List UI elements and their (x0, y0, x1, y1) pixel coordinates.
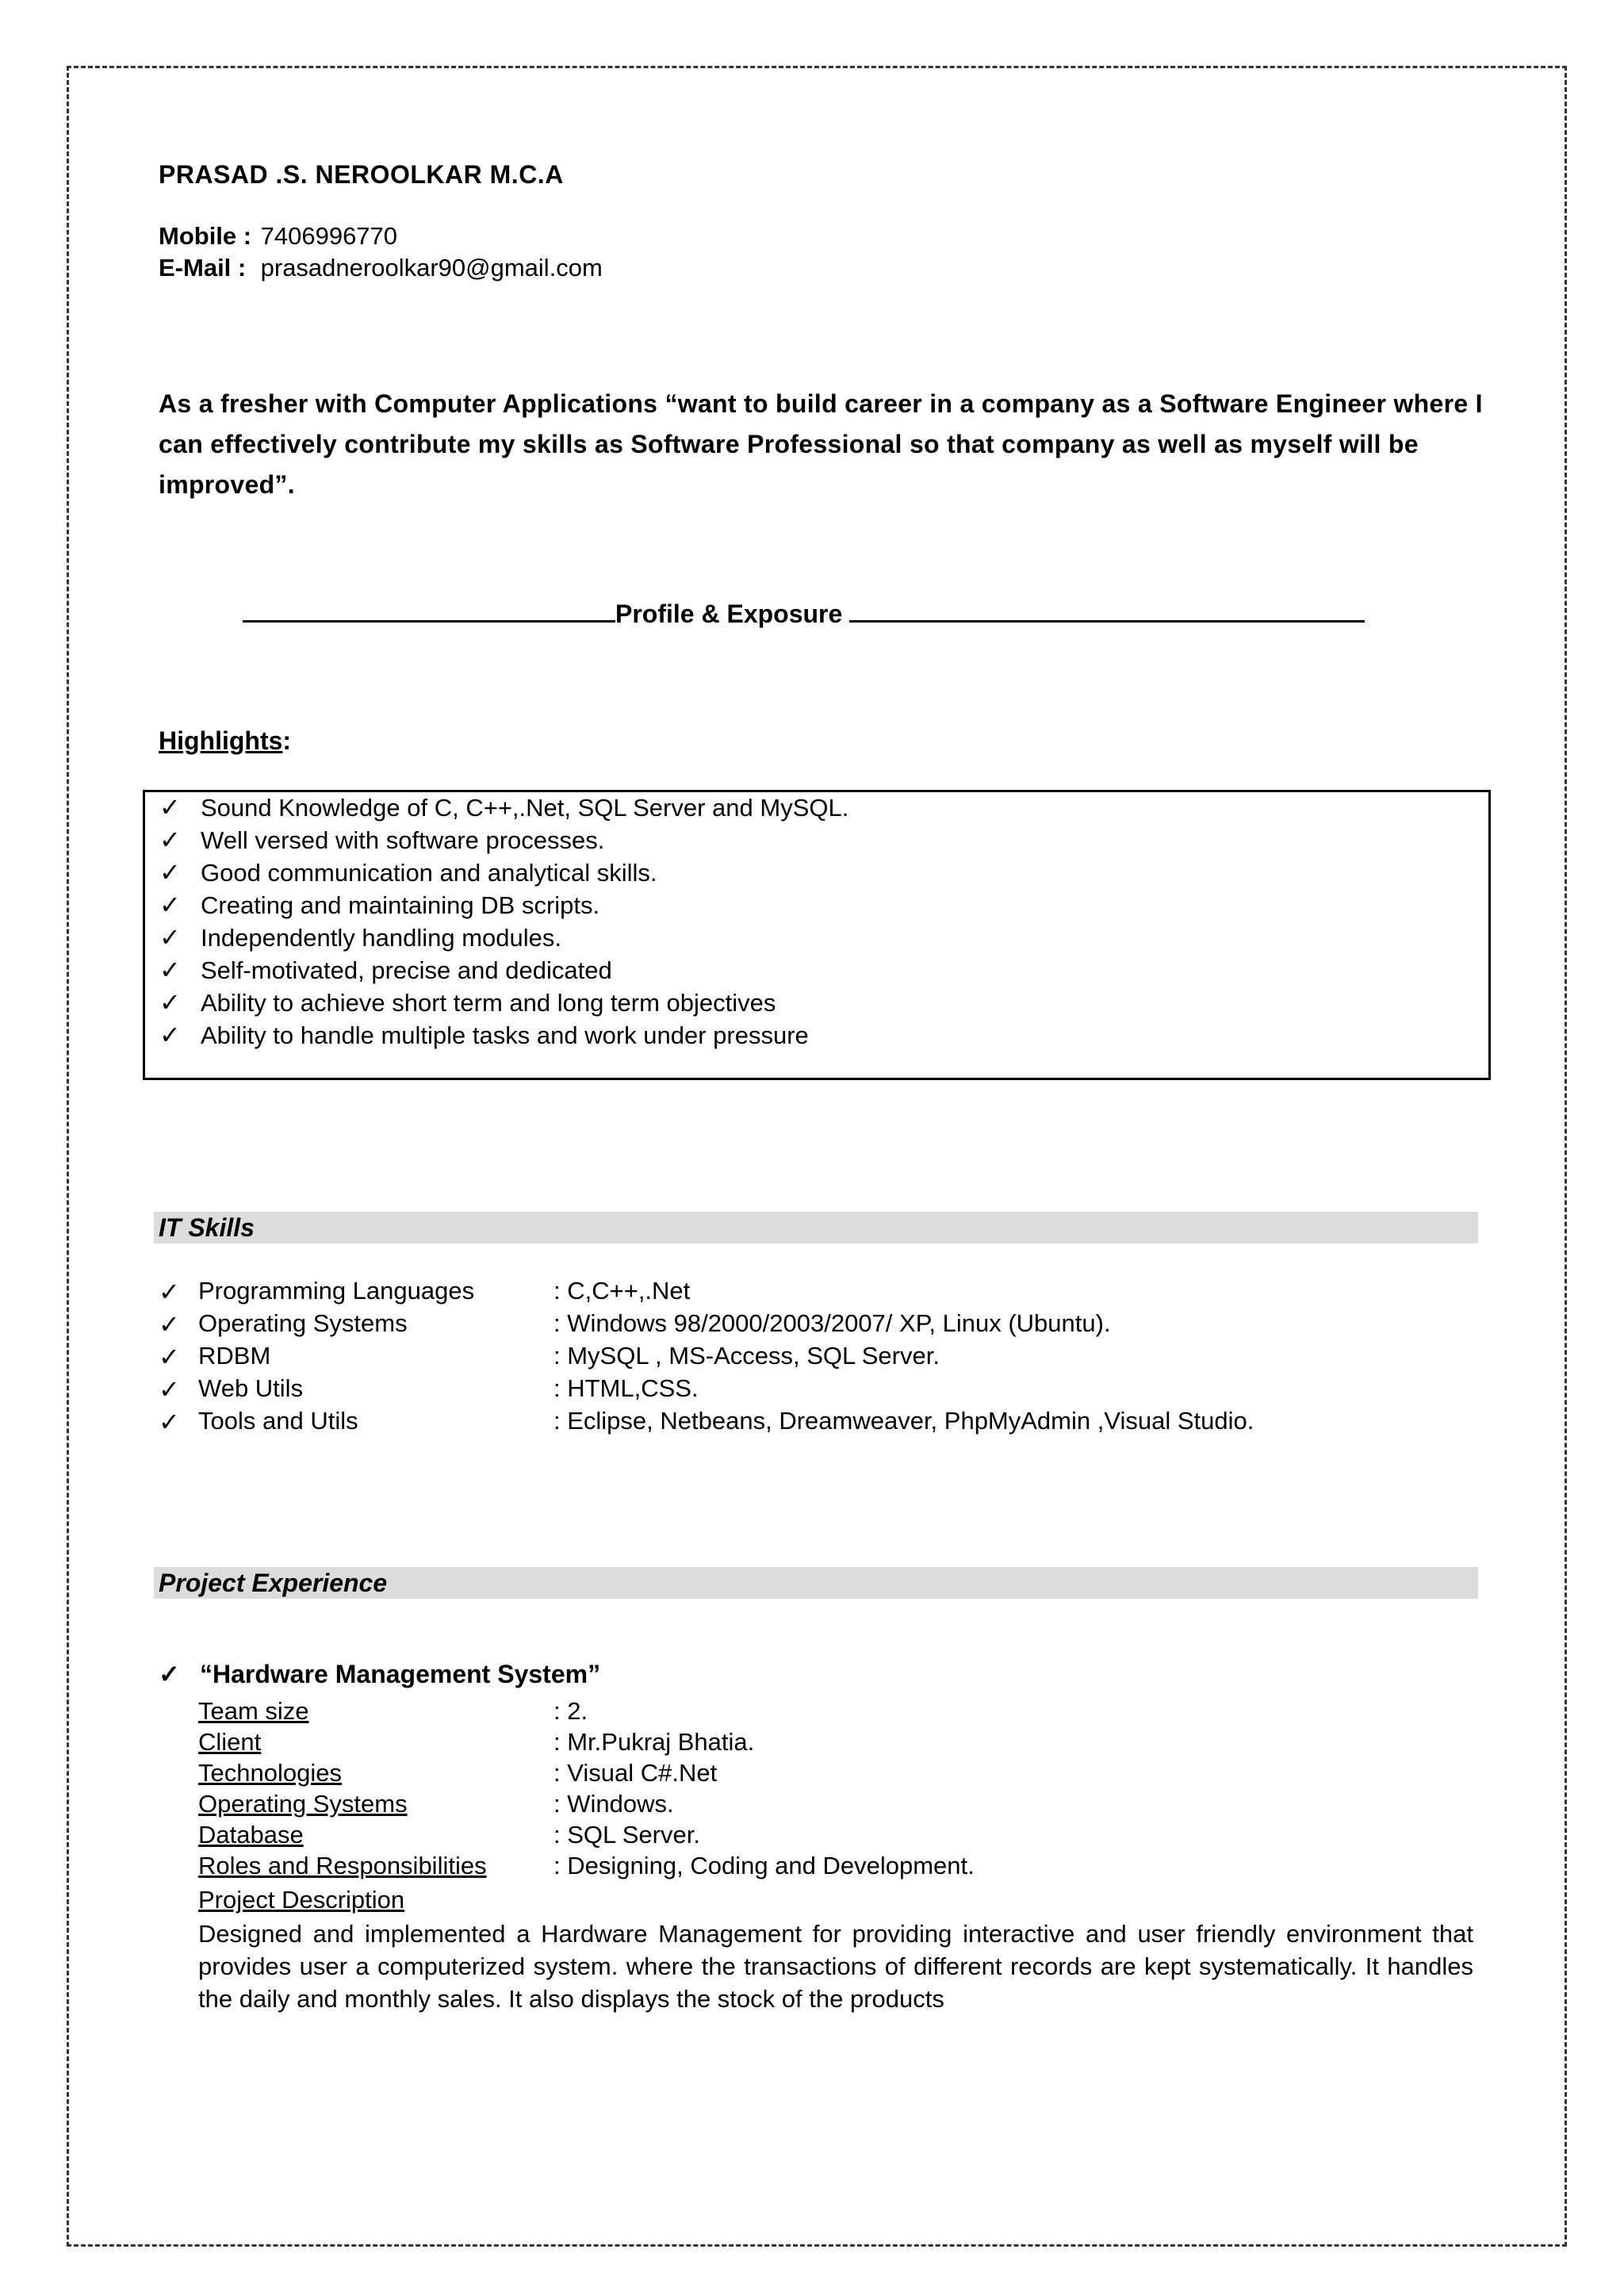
highlight-text: Ability to achieve short term and long term objectives (201, 989, 776, 1017)
project-detail-value: : SQL Server. (553, 1821, 700, 1849)
table-row (159, 1407, 1254, 1437)
list-item (159, 987, 776, 1017)
list-item (159, 1020, 809, 1050)
skill-label: Tools and Utils (198, 1407, 358, 1435)
checkmark-icon: ✓ (159, 826, 181, 854)
project-heading (159, 1659, 600, 1689)
list-item (159, 792, 848, 822)
skill-label: Programming Languages (198, 1277, 475, 1305)
highlight-text: Sound Knowledge of C, C++,.Net, SQL Server and MySQL. (201, 794, 849, 822)
checkmark-icon: ✓ (159, 923, 181, 952)
skill-label: RDBM (198, 1342, 271, 1370)
skill-label: Web Utils (198, 1374, 304, 1402)
table-row (159, 1374, 699, 1404)
profile-divider-title: Profile & Exposure (615, 600, 843, 628)
skill-value: : HTML,CSS. (553, 1374, 699, 1402)
project-description-label: Project Description (198, 1886, 405, 1914)
project-detail-label: Database (198, 1821, 304, 1849)
profile-divider (243, 600, 1365, 629)
highlights-heading-colon: : (282, 726, 292, 755)
project-detail-label: Roles and Responsibilities (198, 1852, 487, 1879)
skill-value: : C,C++,.Net (553, 1277, 691, 1305)
checkmark-icon: ✓ (159, 1408, 180, 1436)
checkmark-icon: ✓ (159, 793, 181, 822)
highlight-text: Creating and maintaining DB scripts. (201, 891, 600, 919)
divider-line-right (849, 619, 1365, 623)
project-experience-title: Project Experience (159, 1569, 388, 1597)
list-item (159, 922, 561, 952)
checkmark-icon: ✓ (159, 1343, 180, 1371)
project-detail-label: Operating Systems (198, 1790, 408, 1818)
it-skills-section-bar (154, 1212, 1478, 1243)
skill-value: : Eclipse, Netbeans, Dreamweaver, PhpMyAdmin ,Visual Studio. (553, 1407, 1254, 1435)
skill-label: Operating Systems (198, 1309, 408, 1337)
checkmark-icon: ✓ (159, 1310, 180, 1339)
project-name: “Hardware Management System” (200, 1660, 601, 1688)
highlights-box (143, 790, 1491, 1080)
table-row (159, 1342, 940, 1372)
mobile-line (159, 222, 397, 251)
divider-line-left (243, 619, 615, 623)
project-experience-section-bar (154, 1567, 1478, 1599)
highlights-heading (159, 726, 291, 756)
project-detail-label: Team size (198, 1697, 309, 1725)
project-detail-label: Client (198, 1728, 262, 1756)
checkmark-icon: ✓ (159, 988, 181, 1017)
skill-value: : Windows 98/2000/2003/2007/ XP, Linux (Ubuntu). (553, 1309, 1111, 1337)
career-objective: As a fresher with Computer Applications “want to build career in a company as a Software Engineer where I can effectively contribute my skills as Software Professional so that company as well as myself will be improved”. (159, 389, 1483, 499)
highlight-text: Well versed with software processes. (201, 826, 605, 854)
email-value: prasadneroolkar90@gmail.com (260, 254, 603, 282)
project-detail-value: : 2. (553, 1697, 588, 1725)
highlights-heading-text: Highlights (159, 726, 283, 755)
project-detail-value: : Designing, Coding and Development. (553, 1852, 975, 1879)
checkmark-icon: ✓ (159, 956, 181, 984)
list-item (159, 825, 604, 855)
highlight-text: Independently handling modules. (201, 924, 562, 952)
checkmark-icon: ✓ (159, 1375, 180, 1404)
email-line (159, 254, 603, 282)
list-item (159, 890, 599, 920)
table-row (159, 1277, 691, 1307)
project-detail-value: : Windows. (553, 1790, 674, 1818)
mobile-value: 7406996770 (260, 222, 398, 250)
mobile-label: Mobile : (159, 222, 252, 250)
email-label: E-Mail : (159, 254, 247, 282)
project-description: Designed and implemented a Hardware Management for providing interactive and user friendly environment that provides user a computerized system. where the transactions of different records are kept systematically. It handles the daily and monthly sales. It also displays the stock of the products (198, 1920, 1473, 2013)
list-item (159, 857, 657, 887)
list-item (159, 955, 612, 985)
highlight-text: Self-motivated, precise and dedicated (201, 956, 612, 984)
candidate-name: PRASAD .S. NEROOLKAR M.C.A (159, 160, 564, 189)
project-detail-value: : Visual C#.Net (553, 1759, 718, 1787)
checkmark-icon: ✓ (159, 1660, 180, 1688)
checkmark-icon: ✓ (159, 891, 181, 919)
project-detail-label: Technologies (198, 1759, 342, 1787)
skill-value: : MySQL , MS-Access, SQL Server. (553, 1342, 940, 1370)
it-skills-title: IT Skills (159, 1213, 255, 1242)
highlight-text: Good communication and analytical skills. (201, 859, 657, 887)
checkmark-icon: ✓ (159, 1021, 181, 1049)
checkmark-icon: ✓ (159, 858, 181, 887)
checkmark-icon: ✓ (159, 1278, 180, 1306)
project-detail-value: : Mr.Pukraj Bhatia. (553, 1728, 755, 1756)
highlight-text: Ability to handle multiple tasks and work under pressure (201, 1021, 809, 1049)
table-row (159, 1309, 1111, 1339)
